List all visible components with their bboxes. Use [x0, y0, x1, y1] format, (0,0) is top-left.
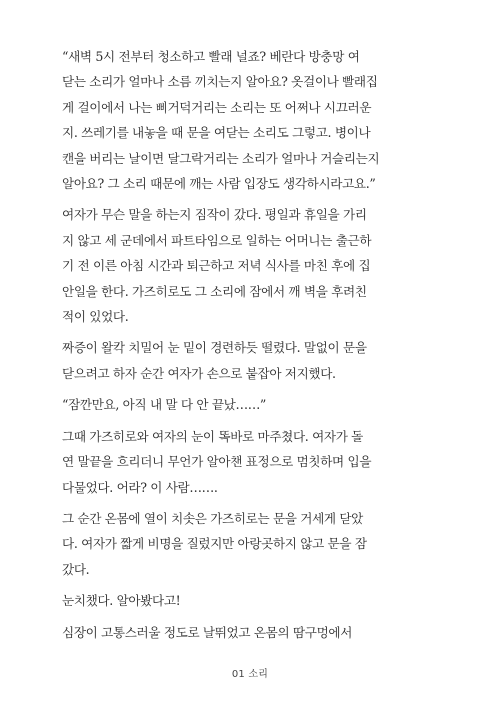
text-line: 다. 여자가 짧게 비명을 질렀지만 아랑곳하지 않고 문을 잠: [62, 536, 367, 552]
text-line: 다물었다. 어라? 이 사람…….: [62, 479, 218, 495]
text-line: 그때 가즈히로와 여자의 눈이 똑바로 마주쳤다. 여자가 돌: [62, 428, 363, 444]
text-line: 그 순간 온몸에 열이 치솟은 가즈히로는 문을 거세게 닫았: [62, 510, 363, 526]
text-line: “잠깐만요, 아직 내 말 다 안 끝났……”: [62, 397, 267, 413]
text-line: 심장이 고통스러울 정도로 날뛰었고 온몸의 땀구멍에서: [62, 624, 353, 640]
text-line: 알아요? 그 소리 때문에 깨는 사람 입장도 생각하시라고요.”: [62, 176, 376, 192]
paragraph-3: [62, 335, 440, 386]
paragraph-2: [62, 202, 440, 329]
paragraph-4: [62, 392, 440, 417]
paragraph-1: [62, 44, 440, 196]
text-line: 게 걸이에서 나는 삐거덕거리는 소리는 또 어쩌나 시끄러운: [62, 99, 372, 115]
text-line: 짜증이 왈칵 치밀어 눈 밑이 경련하듯 떨렸다. 말없이 문을: [62, 340, 367, 356]
text-line: 눈치챘다. 알아봤다고!: [62, 593, 181, 609]
text-line: 지. 쓰레기를 내놓을 때 문을 여닫는 소리도 그렇고. 병이나: [62, 125, 371, 141]
text-line: 기 전 이른 아침 시간과 퇴근하고 저녁 식사를 마친 후에 집: [62, 258, 371, 274]
page-footer: 01 소리: [231, 669, 269, 680]
text-line: 적이 있었다.: [62, 309, 129, 325]
text-line: 갔다.: [62, 561, 90, 577]
body-text: [62, 44, 440, 651]
paragraph-8: [62, 620, 440, 645]
text-line: 연 말끝을 흐리더니 무언가 알아챈 표정으로 멈칫하며 입을: [62, 454, 372, 470]
paragraph-7: [62, 588, 440, 613]
text-line: “새벽 5시 전부터 청소하고 빨래 널죠? 베란다 방충망 여: [62, 49, 360, 64]
text-line: 여자가 무슨 말을 하는지 짐작이 갔다. 평일과 휴일을 가리: [62, 207, 367, 223]
paragraph-6: [62, 506, 440, 582]
text-line: 안일을 한다. 가즈히로도 그 소리에 잠에서 깨 벽을 후려친: [62, 283, 367, 299]
text-line: 캔을 버리는 날이면 달그락거리는 소리가 얼마나 거슬리는지: [62, 150, 380, 166]
text-line: 닫는 소리가 얼마나 소름 끼치는지 알아요? 옷걸이나 빨래집: [62, 74, 378, 90]
paragraph-5: [62, 424, 440, 500]
text-line: 지 않고 세 군데에서 파트타임으로 일하는 어머니는 출근하: [62, 232, 372, 248]
text-line: 닫으려고 하자 순간 여자가 손으로 붙잡아 저지했다.: [62, 365, 336, 381]
